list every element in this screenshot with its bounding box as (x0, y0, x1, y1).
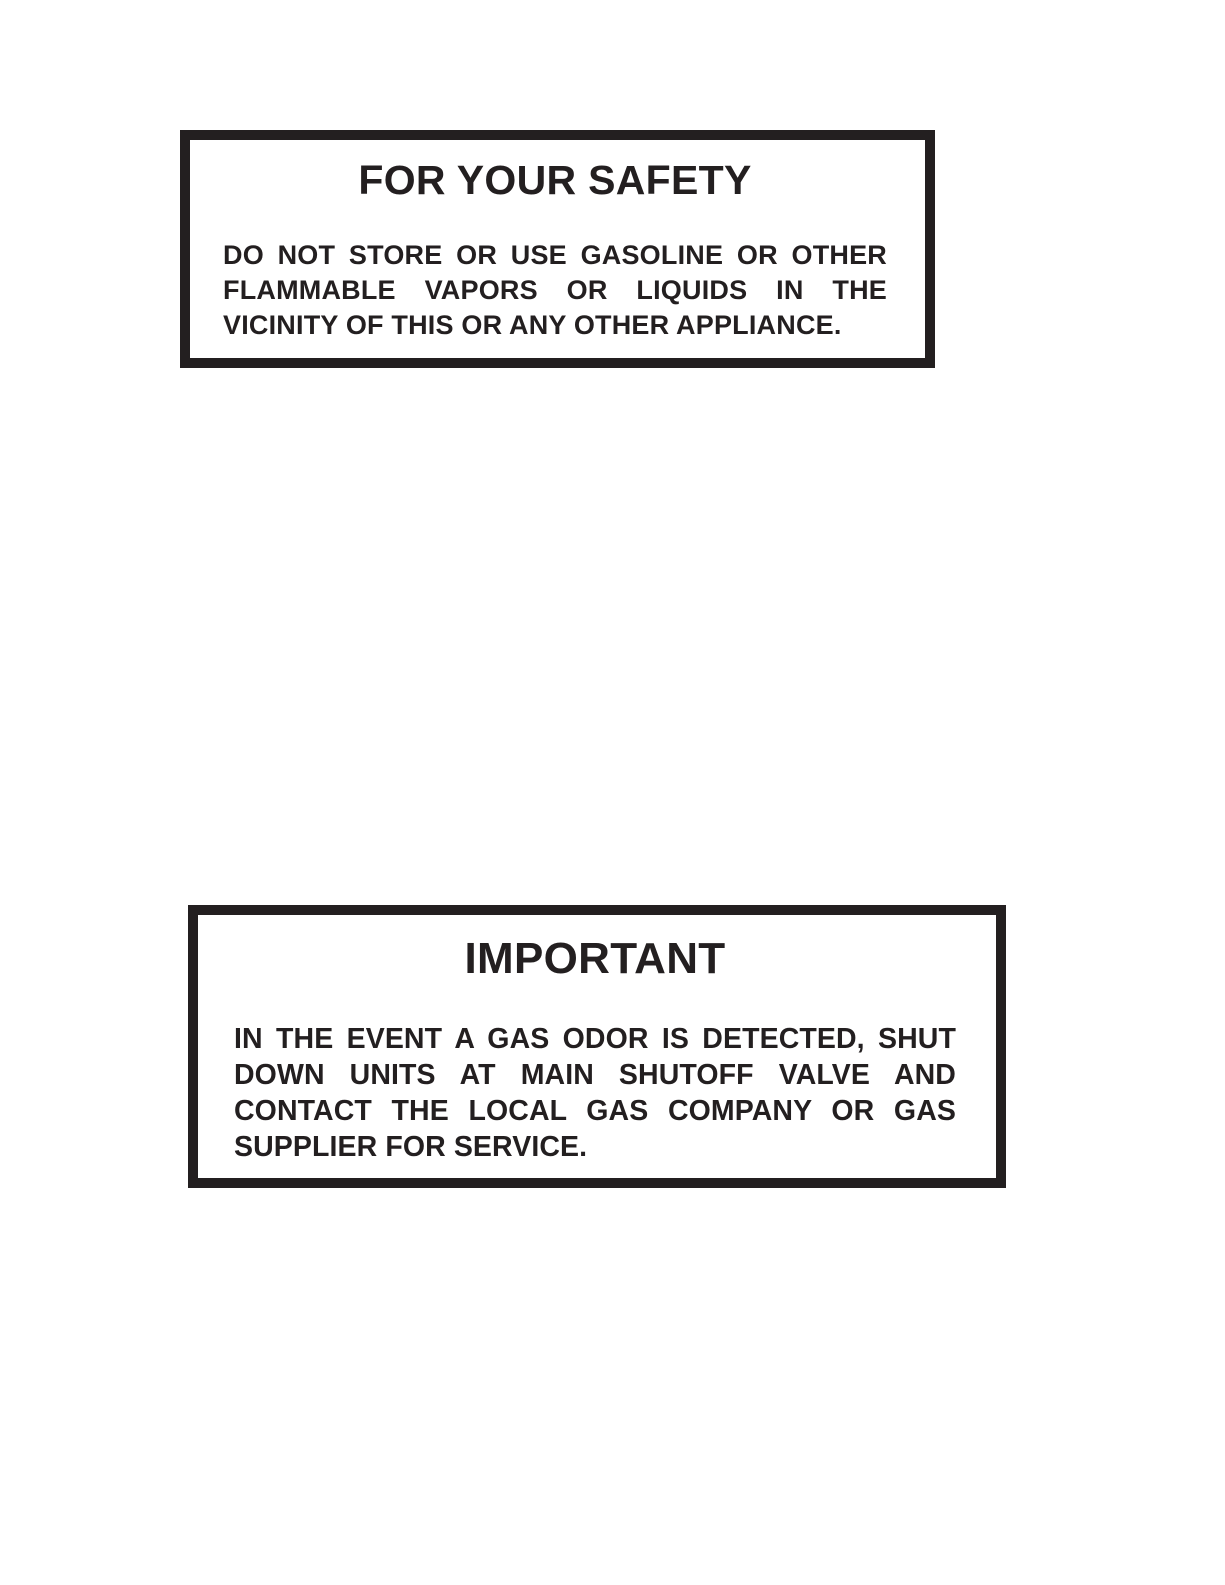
safety-notice-box (180, 130, 935, 368)
important-notice-text: IN THE EVENT A GAS ODOR IS DETECTED, SHUT DOWN UNITS AT MAIN SHUTOFF VALVE AND CONTACT THE LOCAL GAS COMPANY OR GAS SUPPLIER FOR SERVICE. (234, 1023, 956, 1163)
safety-notice-text: DO NOT STORE OR USE GASOLINE OR OTHER FLAMMABLE VAPORS OR LIQUIDS IN THE VICINITY OF THIS OR ANY OTHER APPLIANCE. (223, 240, 887, 340)
safety-notice-title: FOR YOUR SAFETY (358, 157, 752, 203)
important-notice-box (188, 905, 1006, 1188)
important-notice-title: IMPORTANT (464, 934, 726, 983)
